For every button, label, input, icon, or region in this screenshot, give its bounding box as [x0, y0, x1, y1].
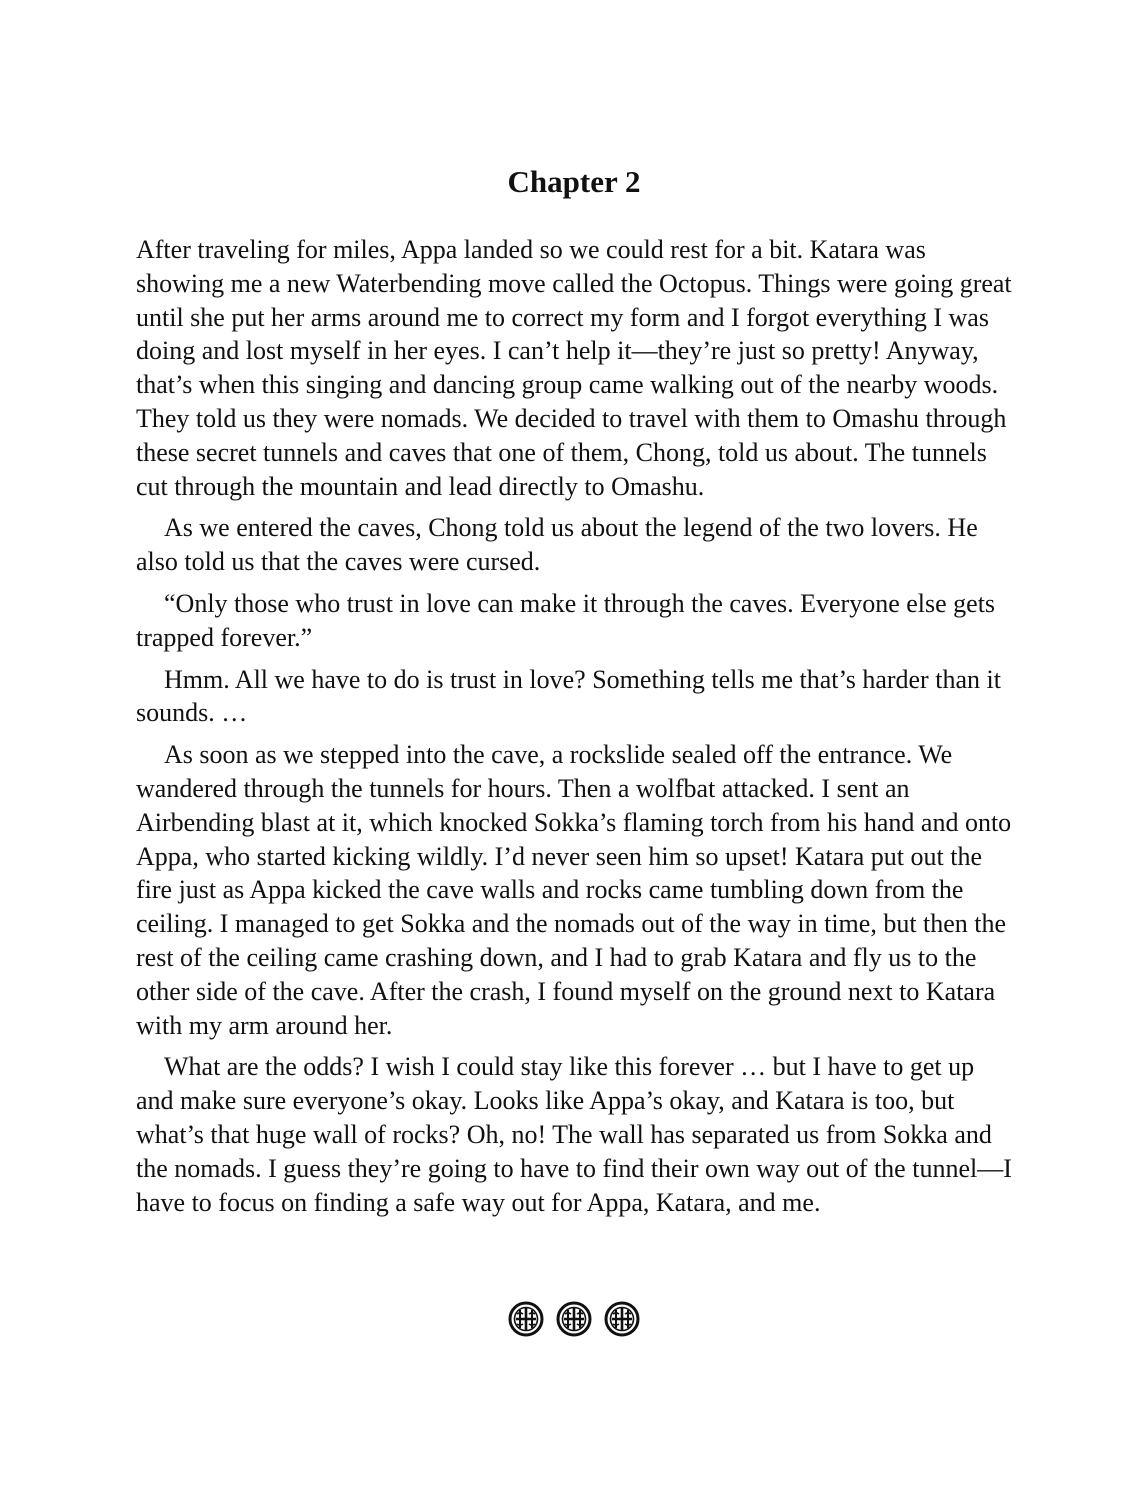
paragraph-5: As soon as we stepped into the cave, a rockslide sealed off the entrance. We wandered through the tunnels for hours. Then a wolfbat attacked. I sent an Airbending blast at it, which knocked Sokka’s flaming torch from his hand and onto Appa, who started kicking wildly. I’d never seen him so upset! Katara put out the fire just as Appa kicked the cave walls and rocks came tumbling down from the ceiling. I managed to get Sokka and the nomads out of the way in time, but then the rest of the ceiling came crashing down, and I had to grab Katara and fly us to the other side of the cave. After the crash, I found myself on the ground next to Katara with my arm around her.	[136, 740, 1012, 1040]
paragraph-1: After traveling for miles, Appa landed so we could rest for a bit. Katara was showing me a new Waterbending move called the Octopus. Things were going great until she put her arms around me to correct my form and I forgot everything I was doing and lost myself in her eyes. I can’t help it—they’re just so pretty! Anyway, that’s when this singing and dancing group came walking out of the nearby woods. They told us they were nomads. We decided to travel with them to Omashu through these secret tunnels and caves that one of them, Chong, told us about. The tunnels cut through the mountain and lead directly to Omashu.	[136, 235, 1012, 501]
chapter-title: Chapter 2	[507, 164, 641, 199]
chapter-body	[136, 233, 1016, 1227]
section-break	[136, 1301, 1012, 1337]
earth-kingdom-emblem-icon	[508, 1301, 544, 1337]
earth-kingdom-emblem-icon	[556, 1301, 592, 1337]
paragraph-4: Hmm. All we have to do is trust in love? Something tells me that’s harder than it sounds. …	[136, 664, 1001, 728]
earth-kingdom-emblem-icon	[604, 1301, 640, 1337]
paragraph-2: As we entered the caves, Chong told us about the legend of the two lovers. He also told us that the caves were cursed.	[136, 513, 978, 577]
paragraph-6: What are the odds? I wish I could stay like this forever … but I have to get up and make sure everyone’s okay. Looks like Appa’s okay, and Katara is too, but what’s that huge wall of rocks? Oh, no! The wall has separated us from Sokka and the nomads. I guess they’re going to have to find their own way out of the tunnel—I have to focus on finding a safe way out for Appa, Katara, and me.	[136, 1052, 1012, 1217]
paragraph-3: “Only those who trust in love can make it through the caves. Everyone else gets trapped forever.”	[136, 588, 996, 652]
